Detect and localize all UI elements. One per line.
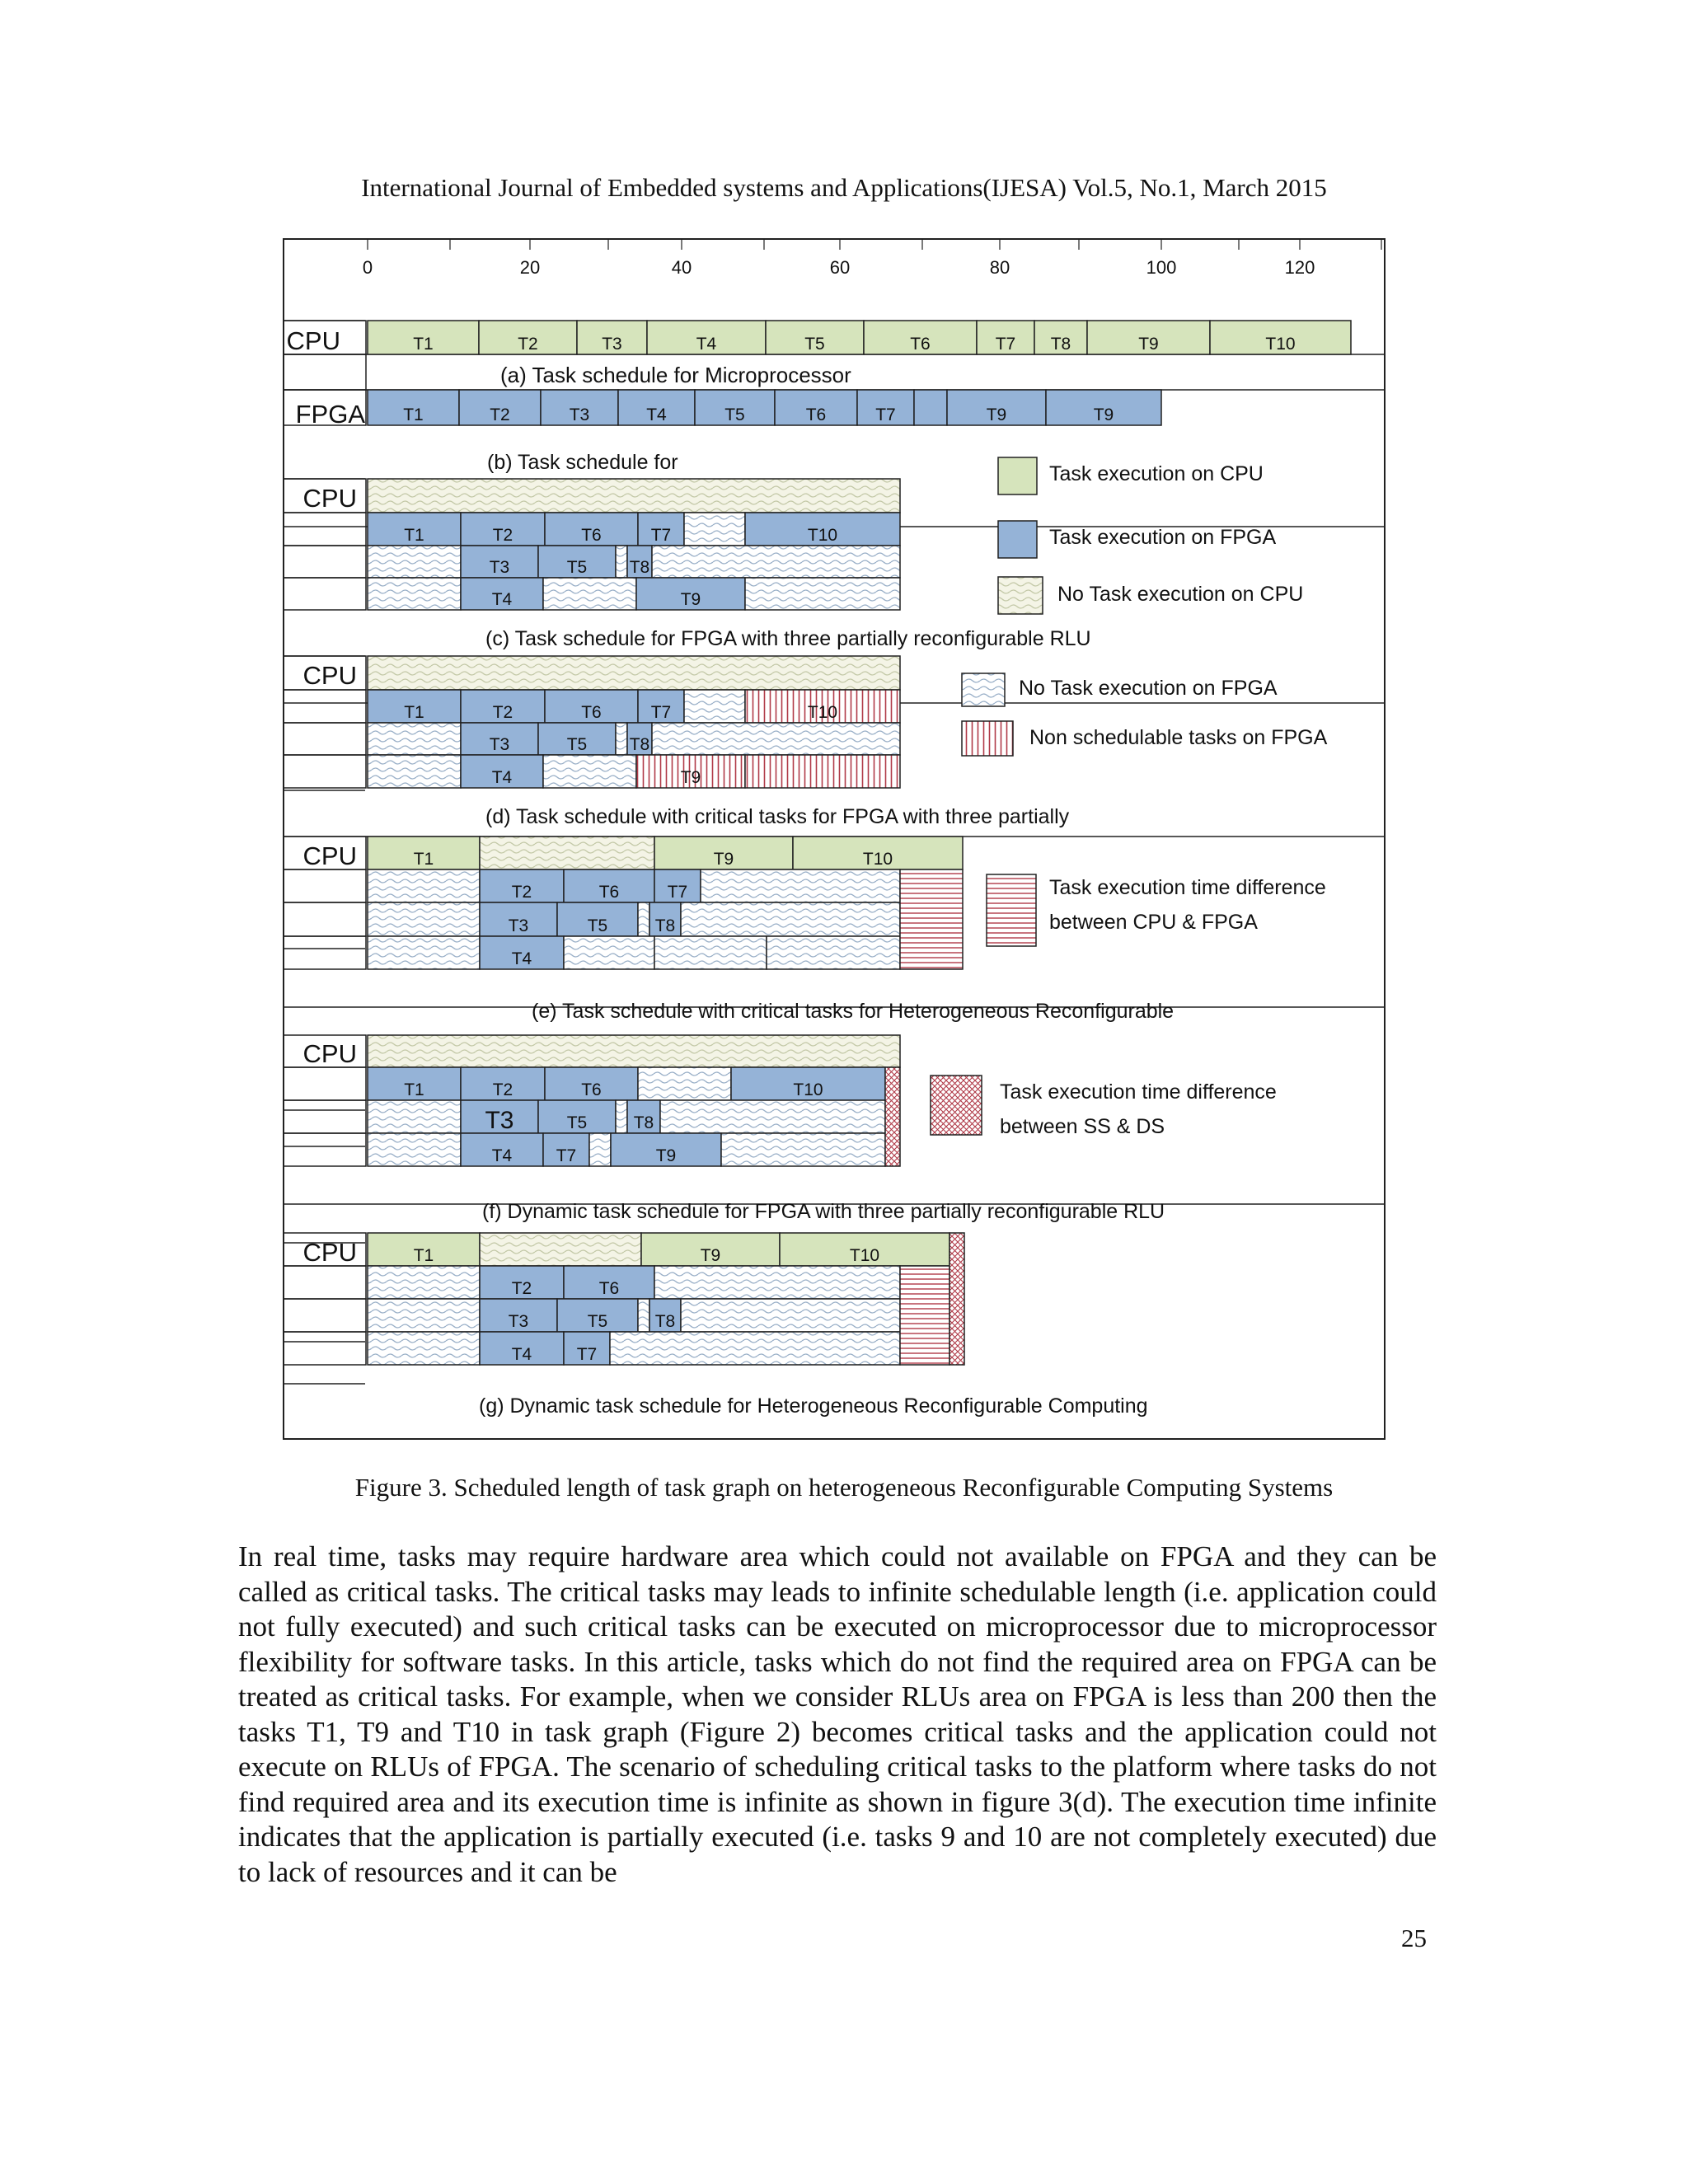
task-label: T3 (602, 335, 622, 354)
bar-w (721, 1133, 885, 1166)
bar-x (885, 1067, 900, 1166)
task-label: T2 (511, 1279, 532, 1298)
bar-w (652, 546, 900, 578)
panel-e-caption: (e) Task schedule with critical tasks for Heterogeneous Reconfigurable (532, 1000, 1175, 1023)
bar-w (368, 936, 480, 969)
task-label: T8 (654, 916, 676, 935)
bar-w (745, 578, 900, 610)
row-label-cell (284, 869, 366, 902)
axis-tick-20: 20 (519, 257, 541, 278)
bar-w (638, 1299, 649, 1332)
bar-w (681, 902, 900, 936)
bar-n (368, 656, 900, 690)
bar-w (368, 546, 461, 578)
task-label: T6 (598, 1279, 620, 1298)
task-label: T8 (629, 558, 650, 577)
row-label-cell (284, 723, 366, 755)
task-label: T5 (587, 916, 608, 935)
task-label: T1 (404, 703, 424, 722)
legend-no-fpga: No Task execution on FPGA (1019, 677, 1278, 700)
bar-w (368, 1266, 480, 1299)
legend-cpu-fpga-diff-line1: Task execution time difference (1049, 876, 1326, 899)
task-label: T7 (650, 526, 672, 545)
legend-fpga-exec-swatch (998, 521, 1037, 558)
task-label: T9 (680, 590, 701, 609)
task-label: T2 (518, 335, 538, 354)
legend-cpu-exec: Task execution on CPU (1049, 462, 1264, 485)
bar-w (616, 1100, 627, 1133)
task-label: T5 (724, 405, 745, 424)
bar-h (900, 869, 963, 969)
bar-w (638, 902, 649, 936)
task-label: T6 (581, 526, 602, 545)
journal-header: International Journal of Embedded systems and Applications(IJESA) Vol.5, No.1, March 2015 (361, 173, 1327, 202)
bar-w (652, 723, 900, 755)
task-label: T4 (696, 335, 717, 354)
body-paragraph (238, 1540, 1437, 1890)
bar-w (681, 1299, 900, 1332)
task-label: T4 (646, 405, 667, 424)
legend-non-sched-swatch (962, 721, 1013, 756)
panel-f-caption: (f) Dynamic task schedule for FPGA with three partially reconfigurable RLU (482, 1200, 1165, 1223)
task-label: T7 (875, 405, 896, 424)
task-label: T8 (633, 1113, 654, 1132)
task-label: T5 (804, 335, 825, 354)
task-label: T4 (491, 768, 513, 787)
task-label: T6 (581, 703, 602, 722)
panel-b-caption: (b) Task schedule for (487, 451, 678, 474)
task-label: T4 (511, 949, 532, 968)
row-label-cell (284, 690, 366, 723)
task-label: T6 (910, 335, 931, 354)
task-label: T10 (849, 1246, 880, 1265)
bar-w (368, 1332, 480, 1365)
task-label: T1 (413, 1246, 434, 1265)
task-label: T10 (807, 703, 838, 722)
task-label: T2 (492, 1080, 513, 1099)
bar-w (767, 936, 900, 969)
task-label: T3 (489, 735, 510, 754)
row-label-cell (284, 755, 366, 788)
task-label: T9 (680, 768, 701, 787)
row-label-cell (284, 513, 366, 546)
legend-cpu-fpga-diff-line2: between CPU & FPGA (1049, 911, 1258, 934)
legend-cpu-fpga-diff-swatch (987, 874, 1036, 946)
bar-w (564, 936, 654, 969)
row-label-cell (284, 1100, 366, 1133)
bar-w (368, 869, 480, 902)
bar-w (638, 1067, 731, 1100)
legend-fpga-exec: Task execution on FPGA (1049, 526, 1277, 549)
task-label: T5 (566, 735, 588, 754)
task-label: T2 (490, 405, 510, 424)
row-label-cell (284, 354, 366, 390)
task-label: T9 (655, 1146, 677, 1165)
task-label: T4 (511, 1345, 532, 1364)
task-label: T7 (667, 883, 688, 902)
bar-w (684, 690, 745, 723)
task-label: T5 (566, 558, 588, 577)
row-label-cell (284, 902, 366, 936)
bar-w (543, 755, 636, 788)
task-label: T9 (713, 850, 734, 869)
task-label: T4 (491, 1146, 513, 1165)
panel-a-caption: (a) Task schedule for Microprocessor (500, 363, 851, 387)
bar-w (684, 513, 745, 546)
legend-ss-ds-diff-line2: between SS & DS (1000, 1115, 1165, 1138)
task-label: T1 (404, 1080, 424, 1099)
task-label: T2 (492, 526, 513, 545)
bar-n (480, 1233, 641, 1266)
task-label: T10 (807, 526, 838, 545)
task-label: T3 (508, 916, 529, 935)
legend-no-cpu: No Task execution on CPU (1057, 583, 1304, 606)
bar-w (610, 1332, 900, 1365)
task-label: T4 (491, 590, 513, 609)
axis-tick-60: 60 (829, 257, 851, 278)
task-label: T6 (598, 883, 620, 902)
task-label: T9 (1138, 335, 1159, 354)
row-label-cell (284, 1299, 366, 1332)
task-label: T8 (1050, 335, 1071, 354)
task-label: T1 (413, 850, 434, 869)
task-label: T1 (413, 335, 434, 354)
axis-tick-80: 80 (989, 257, 1010, 278)
task-label: T3 (569, 405, 590, 424)
axis-tick-100: 100 (1146, 257, 1177, 278)
panel-e-row-label: CPU (302, 841, 357, 870)
panel-g-row-label: CPU (302, 1238, 357, 1267)
figure-caption: Figure 3. Scheduled length of task graph on heterogeneous Reconfigurable Computing Systems (354, 1473, 1334, 1502)
panel-a-row-label: CPU (286, 326, 340, 355)
schedule-figure-svg (283, 238, 1386, 1440)
bar-w (368, 1133, 461, 1166)
row-label-cell (284, 936, 366, 969)
axis-tick-0: 0 (362, 257, 373, 278)
panel-g-caption: (g) Dynamic task schedule for Heterogeneous Reconfigurable Computing (479, 1394, 1148, 1418)
panel-d-row-label: CPU (302, 661, 357, 690)
row-label-cell (284, 1133, 366, 1166)
bar-f (914, 390, 947, 425)
task-label: T7 (576, 1345, 598, 1364)
task-label: T9 (1093, 405, 1114, 424)
task-label: T9 (700, 1246, 721, 1265)
panel-d-caption: (d) Task schedule with critical tasks for FPGA with three partially (485, 805, 1070, 828)
task-label: T6 (581, 1080, 602, 1099)
bar-w (654, 1266, 900, 1299)
task-label: T10 (793, 1080, 823, 1099)
bar-w (616, 723, 627, 755)
row-label-cell (284, 1067, 366, 1100)
legend-non-sched: Non schedulable tasks on FPGA (1029, 726, 1328, 749)
task-label: T3 (508, 1312, 529, 1331)
task-label: T10 (1265, 335, 1296, 354)
row-label-cell (284, 1266, 366, 1299)
bar-w (654, 936, 767, 969)
legend-ss-ds-diff-swatch (931, 1076, 982, 1135)
task-label: T8 (629, 735, 650, 754)
task-label: T1 (403, 405, 424, 424)
panel-c-caption: (c) Task schedule for FPGA with three partially reconfigurable RLU (485, 627, 1091, 650)
page-number: 25 (1401, 1924, 1427, 1952)
task-label: T2 (511, 883, 532, 902)
bar-x (950, 1233, 964, 1365)
legend-no-fpga-swatch (962, 673, 1005, 706)
row-label-cell (284, 546, 366, 578)
bar-w (368, 1100, 461, 1133)
legend-ss-ds-diff-line1: Task execution time difference (1000, 1080, 1277, 1104)
axis-tick-40: 40 (671, 257, 692, 278)
row-label-cell (284, 1332, 366, 1365)
bar-w (701, 869, 900, 902)
task-label: T7 (556, 1146, 577, 1165)
task-label: T9 (986, 405, 1007, 424)
panel-c-row-label: CPU (302, 484, 357, 513)
task-label: T8 (654, 1312, 676, 1331)
row-label-cell (284, 578, 366, 610)
bar-h (900, 1266, 950, 1365)
bar-w (616, 546, 627, 578)
task-label: T2 (492, 703, 513, 722)
bar-w (660, 1100, 885, 1133)
bar-w (368, 902, 480, 936)
bar-w (368, 578, 461, 610)
schedule-figure (283, 238, 1386, 1440)
panel-b-row-label: FPGA (295, 400, 365, 429)
axis-tick-120: 120 (1284, 257, 1315, 278)
bar-w (368, 1299, 480, 1332)
task-label: T5 (587, 1312, 608, 1331)
task-label: T6 (805, 405, 827, 424)
legend-cpu-exec-swatch (998, 457, 1037, 494)
task-label: T5 (566, 1113, 588, 1132)
bar-w (589, 1133, 611, 1166)
bar-n (368, 1035, 900, 1067)
paragraph-text: In real time, tasks may require hardware area which could not available on FPGA and they can be called as critical tasks. The critical tasks may leads to infinite schedulable length (i.e. application could not fully executed) and such critical tasks can be executed on microprocessor due to microprocessor flexibility for software tasks. In this article, tasks which do not find the required area on FPGA can be treated as critical tasks. For example, when we consider RLUs area on FPGA is less than 200 then the tasks T1, T9 and T10 in task graph (Figure 2) becomes critical tasks and the application could not execute on RLUs of FPGA. The scenario of scheduling critical tasks to the platform where tasks do not find required area and its execution time is infinite as shown in figure 3(d). The execution time infinite indicates that the application is partially executed (i.e. tasks 9 and 10 are not completely executed) due to lack of resources and it can be (238, 1540, 1437, 1888)
bar-w (368, 755, 461, 788)
legend-no-cpu-swatch (998, 577, 1043, 614)
bar-n (368, 479, 900, 513)
task-label: T7 (650, 703, 672, 722)
task-label: T1 (404, 526, 424, 545)
bar-w (543, 578, 636, 610)
panel-f-row-label: CPU (302, 1039, 357, 1068)
bar-w (368, 723, 461, 755)
task-label: T10 (862, 850, 893, 869)
task-label: T3 (485, 1107, 514, 1134)
task-label: T3 (489, 558, 510, 577)
bar-v (745, 755, 900, 788)
task-label: T7 (995, 335, 1016, 354)
bar-n (480, 837, 654, 869)
